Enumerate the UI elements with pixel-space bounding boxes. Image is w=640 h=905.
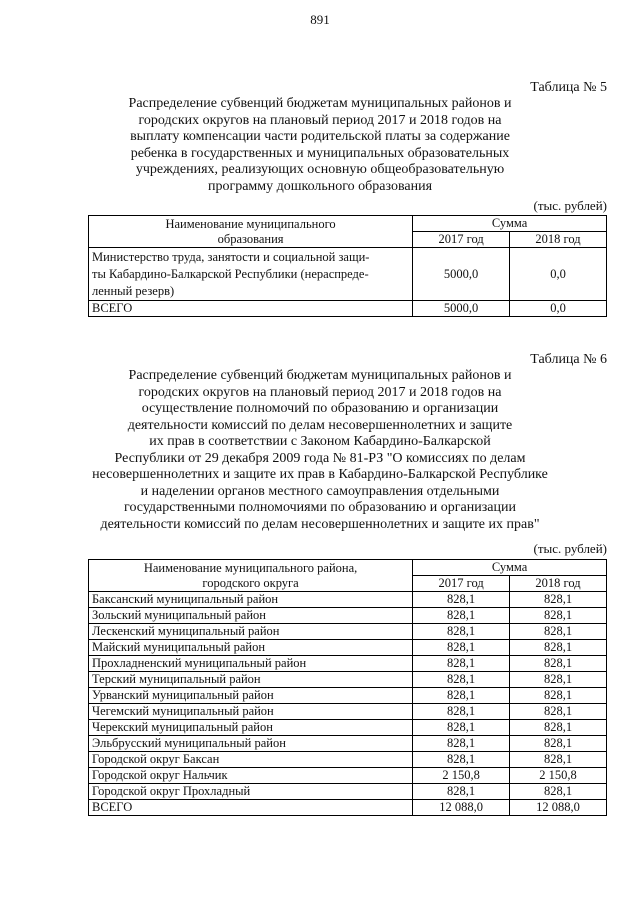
row-value-2017: 828,1 xyxy=(413,784,510,800)
table-row xyxy=(89,592,607,608)
table6-header-name-line: Наименование муниципального района, xyxy=(143,560,358,575)
table-row xyxy=(89,624,607,640)
table-row xyxy=(89,736,607,752)
table6-header-year-2018: 2018 год xyxy=(510,576,607,592)
row-value-2017: 828,1 xyxy=(413,656,510,672)
table-row xyxy=(89,752,607,768)
row-name: Баксанский муниципальный район xyxy=(89,592,413,608)
row-value-2017: 828,1 xyxy=(413,720,510,736)
table-row xyxy=(89,688,607,704)
row-value-2017: 828,1 xyxy=(413,592,510,608)
table6-header-name-line: городского округа xyxy=(202,575,299,590)
total-value-2018: 12 088,0 xyxy=(510,800,607,816)
row-value-2017: 828,1 xyxy=(413,752,510,768)
table6-header-row xyxy=(89,560,607,576)
table6-units: (тыс. рублей) xyxy=(533,541,607,556)
row-name: Лескенский муниципальный район xyxy=(89,624,413,640)
row-name-line: Министерство труда, занятости и социальной защи- xyxy=(92,249,370,264)
table-row xyxy=(89,720,607,736)
table-row xyxy=(89,672,607,688)
table6-header-sum: Сумма xyxy=(413,560,607,576)
row-name-line: ты Кабардино-Балкарской Республики (нераспреде- xyxy=(92,266,369,281)
row-value-2017: 828,1 xyxy=(413,672,510,688)
row-value-2017: 2 150,8 xyxy=(413,768,510,784)
row-value-2017: 828,1 xyxy=(413,640,510,656)
table5-header-name xyxy=(89,216,413,248)
total-value-2017: 5000,0 xyxy=(413,301,510,317)
table5-caption xyxy=(80,96,560,195)
table-row xyxy=(89,784,607,800)
table5-caption-line: городских округов на плановый период 2017 и 2018 годов на xyxy=(138,112,502,128)
row-value-2018: 0,0 xyxy=(510,248,607,301)
row-value-2018: 828,1 xyxy=(510,784,607,800)
table-row xyxy=(89,640,607,656)
row-name: Черекский муниципальный район xyxy=(89,720,413,736)
row-value-2018: 828,1 xyxy=(510,624,607,640)
table6-caption-line: Распределение субвенций бюджетам муниципальных районов и xyxy=(128,368,512,383)
table6-body xyxy=(89,592,607,800)
table5 xyxy=(88,215,607,317)
table5-header-sum: Сумма xyxy=(413,216,607,232)
row-name: Урванский муниципальный район xyxy=(89,688,413,704)
row-name: Прохладненский муниципальный район xyxy=(89,656,413,672)
table-row xyxy=(89,608,607,624)
table6 xyxy=(88,559,607,816)
total-label: ВСЕГО xyxy=(89,800,413,816)
table6-caption-line: несовершеннолетних и защите их прав в Кабардино-Балкарской Республике xyxy=(92,467,548,482)
table-row xyxy=(89,768,607,784)
table5-caption-line: учреждениях, реализующих основную общеобразовательную xyxy=(135,162,505,177)
table5-caption-line: выплату компенсации части родительской платы за содержание xyxy=(130,129,510,144)
row-value-2017: 828,1 xyxy=(413,624,510,640)
row-value-2018: 828,1 xyxy=(510,736,607,752)
row-value-2018: 828,1 xyxy=(510,752,607,768)
row-name: Городской округ Прохладный xyxy=(89,784,413,800)
table5-header-name-line: образования xyxy=(217,231,284,246)
row-value-2018: 828,1 xyxy=(510,672,607,688)
row-value-2018: 828,1 xyxy=(510,720,607,736)
table5-total-row xyxy=(89,301,607,317)
table5-units: (тыс. рублей) xyxy=(533,198,607,213)
row-value-2018: 828,1 xyxy=(510,592,607,608)
table6-caption-line: их прав в соответствии с Законом Кабардино-Балкарской xyxy=(149,434,491,449)
total-label: ВСЕГО xyxy=(89,301,413,317)
table6-caption-line: городских округов на плановый период 2017 и 2018 годов на xyxy=(138,384,502,400)
table6-caption xyxy=(60,368,580,533)
row-value-2017: 828,1 xyxy=(413,736,510,752)
row-name: Зольский муниципальный район xyxy=(89,608,413,624)
row-value-2018: 2 150,8 xyxy=(510,768,607,784)
table5-caption-line: программу дошкольного образования xyxy=(207,178,433,194)
table5-header-year-2017: 2017 год xyxy=(413,232,510,248)
table6-header-year-2017: 2017 год xyxy=(413,576,510,592)
row-value-2017: 828,1 xyxy=(413,608,510,624)
row-name: Городской округ Баксан xyxy=(89,752,413,768)
row-name: Эльбрусский муниципальный район xyxy=(89,736,413,752)
table-row xyxy=(89,248,607,301)
total-value-2017: 12 088,0 xyxy=(413,800,510,816)
row-name: Чегемский муниципальный район xyxy=(89,704,413,720)
table6-caption-line: и наделении органов местного самоуправления отдельными xyxy=(140,483,500,499)
table5-header-name-line: Наименование муниципального xyxy=(165,216,336,231)
table-row xyxy=(89,656,607,672)
table5-label: Таблица № 5 xyxy=(530,80,607,95)
table-row xyxy=(89,704,607,720)
row-name: Майский муниципальный район xyxy=(89,640,413,656)
row-value-2018: 828,1 xyxy=(510,608,607,624)
table6-label: Таблица № 6 xyxy=(530,352,607,367)
table5-caption-line: Распределение субвенций бюджетам муниципальных районов и xyxy=(128,96,512,111)
table6-caption-line: государственными полномочиями по образованию и организации xyxy=(124,500,516,515)
row-value-2017: 828,1 xyxy=(413,704,510,720)
row-name: Терский муниципальный район xyxy=(89,672,413,688)
row-name xyxy=(89,248,413,301)
row-value-2018: 828,1 xyxy=(510,688,607,704)
table5-header-year-2018: 2018 год xyxy=(510,232,607,248)
table6-caption-line: деятельности комиссий по делам несовершеннолетних и защите их прав" xyxy=(100,516,540,532)
table6-total-row xyxy=(89,800,607,816)
row-name: Городской округ Нальчик xyxy=(89,768,413,784)
row-value-2018: 828,1 xyxy=(510,656,607,672)
total-value-2018: 0,0 xyxy=(510,301,607,317)
row-value-2018: 828,1 xyxy=(510,704,607,720)
table5-caption-line: ребенка в государственных и муниципальных образовательных xyxy=(130,145,510,161)
row-value-2017: 828,1 xyxy=(413,688,510,704)
table6-caption-line: Республики от 29 декабря 2009 года № 81-РЗ "О комиссиях по делам xyxy=(114,450,526,466)
table6-caption-line: осуществление полномочий по образованию и организации xyxy=(141,401,499,416)
row-name-line: ленный резерв) xyxy=(92,283,175,298)
row-value-2017: 5000,0 xyxy=(413,248,510,301)
table6-caption-line: деятельности комиссий по делам несовершеннолетних и защите xyxy=(127,417,513,433)
table5-header-row xyxy=(89,216,607,232)
page-number: 891 xyxy=(310,12,330,27)
table6-header-name xyxy=(89,560,413,592)
row-value-2018: 828,1 xyxy=(510,640,607,656)
